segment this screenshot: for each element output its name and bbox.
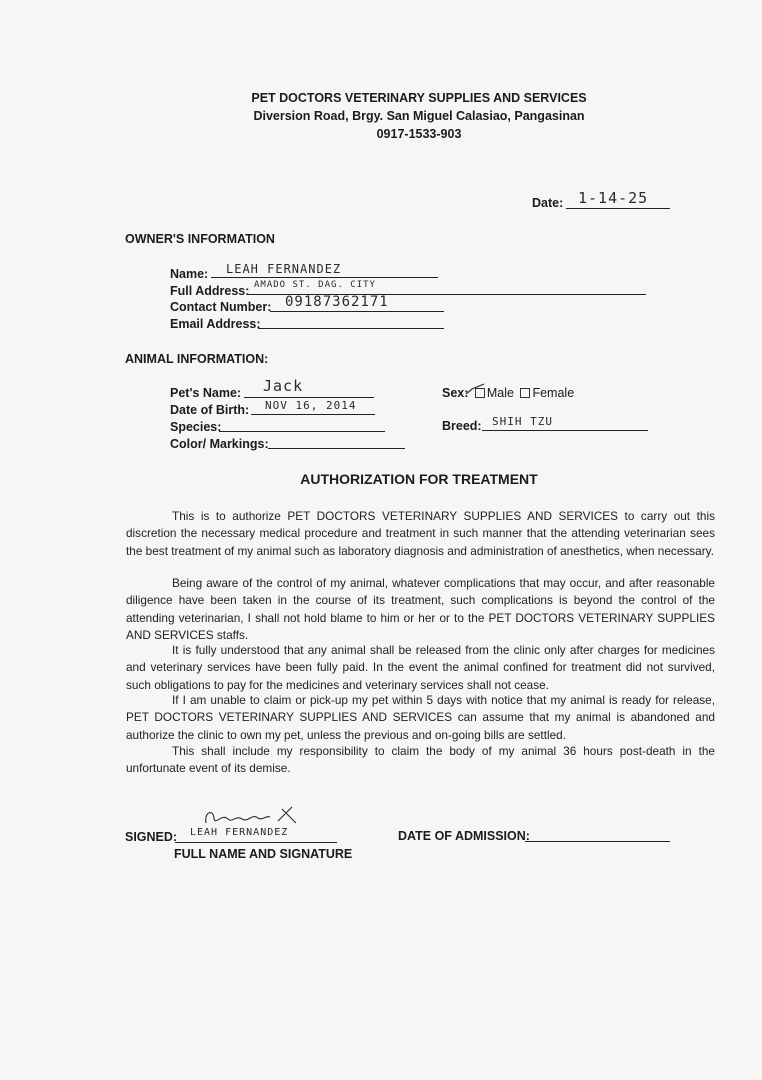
pet-name-label: Pet's Name: [170,386,242,400]
owner-name-line [211,277,438,278]
authorization-paragraph-4: If I am unable to claim or pick-up my pet within 5 days with notice that my animal is ready for release, PET DOCTORS VETERINARY SUPPLIES AND SERVICES can assume that my animal is abandoned and authorize the clinic to own my pet, unless the previous and on-going bills are settled. [126,693,715,742]
email-address-label: Email Address: [170,317,261,331]
business-phone: 0917-1533-903 [376,127,462,141]
signature-caption: FULL NAME AND SIGNATURE [174,847,353,861]
contact-number-value: 09187362171 [285,294,389,310]
business-name: PET DOCTORS VETERINARY SUPPLIES AND SERVICES [251,91,587,105]
signed-label: SIGNED: [125,830,178,844]
breed-label: Breed: [442,419,482,433]
date-of-admission-label: DATE OF ADMISSION: [398,829,530,843]
pet-name-value: Jack [263,377,304,395]
authorization-paragraph-1: This is to authorize PET DOCTORS VETERINARY SUPPLIES AND SERVICES to carry out this discretion the necessary medical procedure and treatment in such manner that the attending veterinarian sees the best treatment of my animal such as laboratory diagnosis and administration of anesthetics, when necessary. [126,509,715,558]
species-label: Species: [170,420,222,434]
email-address-line [258,328,444,329]
male-label: Male [486,386,514,400]
male-checkmark-icon [464,383,486,397]
date-label: Date: [532,196,564,210]
animal-info-heading: ANIMAL INFORMATION: [125,352,269,366]
species-line [219,431,385,432]
date-value: 1-14-25 [578,189,649,207]
female-label: Female [532,386,575,400]
authorization-paragraph-3: It is fully understood that any animal shall be released from the clinic only after charges for medicines and veterinary services have been fully paid. In the event the animal confined for treatment did not survived, such obligations to pay for the medicines and veterinary services shall not cease. [126,643,715,692]
dob-label: Date of Birth: [170,403,250,417]
date-line [566,208,670,209]
handwritten-signature [200,805,300,829]
signature-line [175,842,337,843]
breed-line [482,430,648,431]
contact-number-label: Contact Number: [170,300,272,314]
authorization-title: AUTHORIZATION FOR TREATMENT [300,471,538,487]
owner-name-value: LEAH FERNANDEZ [226,262,342,276]
signed-name-value: LEAH FERNANDEZ [190,827,289,838]
dob-value: NOV 16, 2014 [265,399,357,412]
color-markings-line [268,448,405,449]
sex-label: Sex: [442,386,469,400]
female-checkbox[interactable] [520,388,530,398]
owner-name-label: Name: [170,267,209,281]
breed-value: SHIH TZU [492,415,553,428]
authorization-paragraph-2: Being aware of the control of my animal, whatever complications that may occur, and after reasonable diligence have been taken in the course of its treatment, such complications is beyond the control of the attending veterinarian, I shall not hold blame to him or her or to the PET DOCTORS VETERINARY SUPPLIES AND SERVICES staffs. [126,576,715,642]
authorization-paragraph-5: This shall include my responsibility to claim the body of my animal 36 hours post-death in the unfortunate event of its demise. [126,744,715,776]
dob-line [251,414,375,415]
full-address-value: AMADO ST. DAG. CITY [254,280,376,290]
contact-number-line [270,311,444,312]
sex-field [442,386,574,400]
color-markings-label: Color/ Markings: [170,437,269,451]
full-address-label: Full Address: [170,284,250,298]
pet-name-line [244,397,374,398]
date-of-admission-line [525,841,670,842]
owner-info-heading: OWNER'S INFORMATION [125,232,275,246]
business-address: Diversion Road, Brgy. San Miguel Calasiao, Pangasinan [253,109,585,123]
